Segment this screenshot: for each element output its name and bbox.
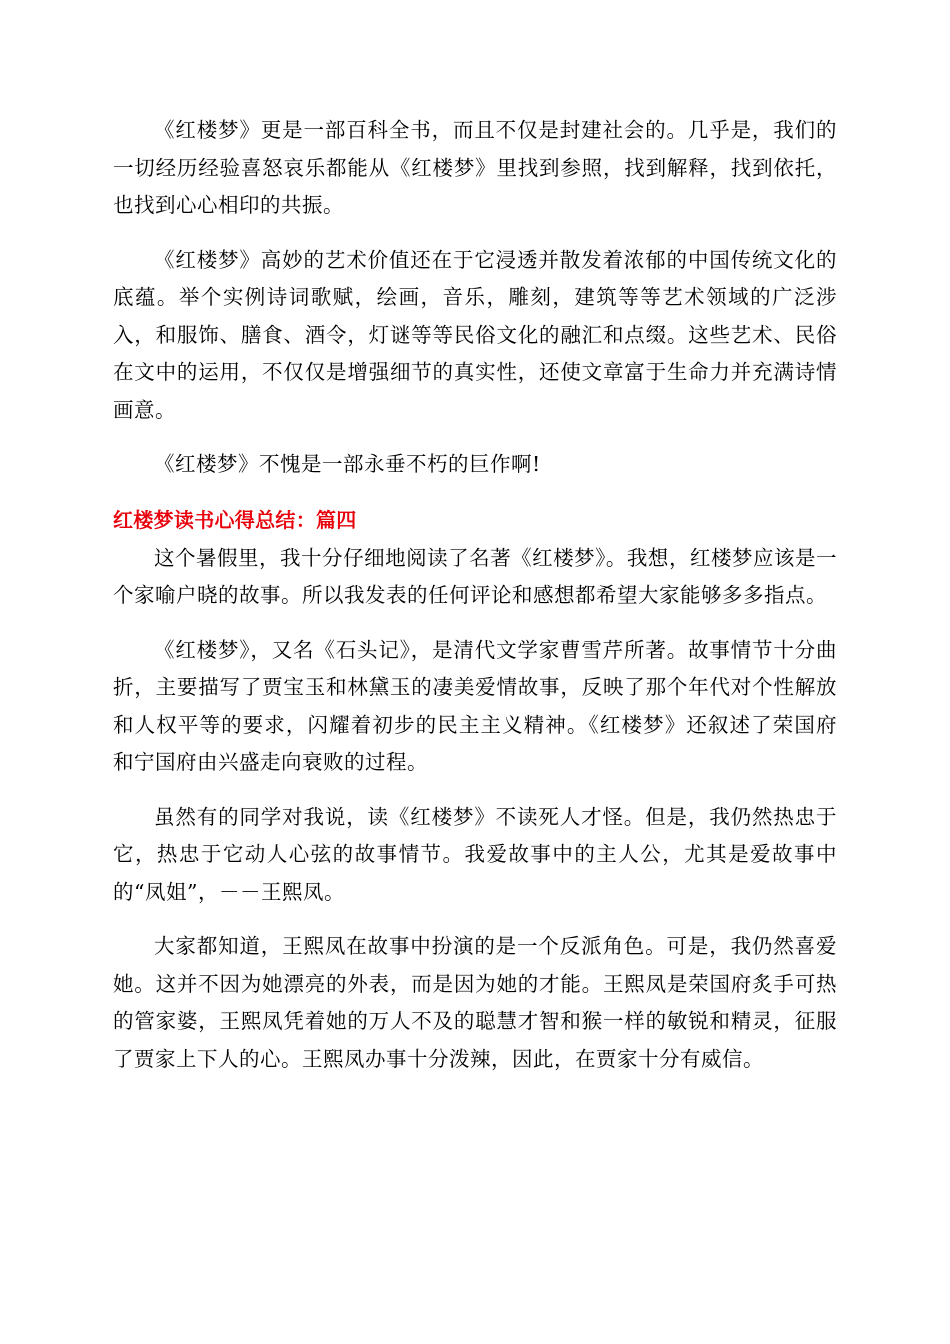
paragraph-classmate-opinion: 虽然有的同学对我说，读《红楼梦》不读死人才怪。但是，我仍然热忠于它，热忠于它动人心弦的故事情节。我爱故事中的主人公，尤其是爱故事中的“凤姐”，－－王熙凤。 [113,804,837,904]
paragraph-artistic-value: 《红楼梦》高妙的艺术价值还在于它浸透并散发着浓郁的中国传统文化的底蕴。举个实例诗词歌赋，绘画，音乐，雕刻，建筑等等艺术领域的广泛涉入，和服饰、膳食、酒令，灯谜等等民俗文化的融汇和点缀。这些艺术、民俗在文中的运用，不仅仅是增强细节的真实性，还使文章富于生命力并充满诗情画意。 [113,247,837,422]
document-page [113,112,837,1078]
paragraph-encyclopedia: 《红楼梦》更是一部百科全书，而且不仅是封建社会的。几乎是，我们的一切经历经验喜怒哀乐都能从《红楼梦》里找到参照，找到解释，找到依托，也找到心心相印的共振。 [113,118,837,217]
paragraph-summer-reading: 这个暑假里，我十分仔细地阅读了名著《红楼梦》。我想，红楼梦应该是一个家喻户晓的故事。所以我发表的任何评论和感想都希望大家能够多多指点。 [113,545,837,607]
section-heading: 红楼梦读书心得总结：篇四 [113,507,357,532]
paragraph-wang-xifeng: 大家都知道，王熙凤在故事中扮演的是一个反派角色。可是，我仍然喜爱她。这并不因为她漂亮的外表，而是因为她的才能。王熙凤是荣国府炙手可热的管家婆，王熙凤凭着她的万人不及的聪慧才智和猴一样的敏锐和精灵，征服了贾家上下人的心。王熙凤办事十分泼辣，因此，在贾家十分有威信。 [113,934,837,1071]
paragraph-masterpiece: 《红楼梦》不愧是一部永垂不朽的巨作啊! [154,452,541,476]
paragraph-book-intro: 《红楼梦》，又名《石头记》，是清代文学家曹雪芹所著。故事情节十分曲折，主要描写了贾宝玉和林黛玉的凄美爱情故事，反映了那个年代对个性解放和人权平等的要求，闪耀着初步的民主主义精神。《红楼梦》还叙述了荣国府和宁国府由兴盛走向衰败的过程。 [113,637,837,774]
